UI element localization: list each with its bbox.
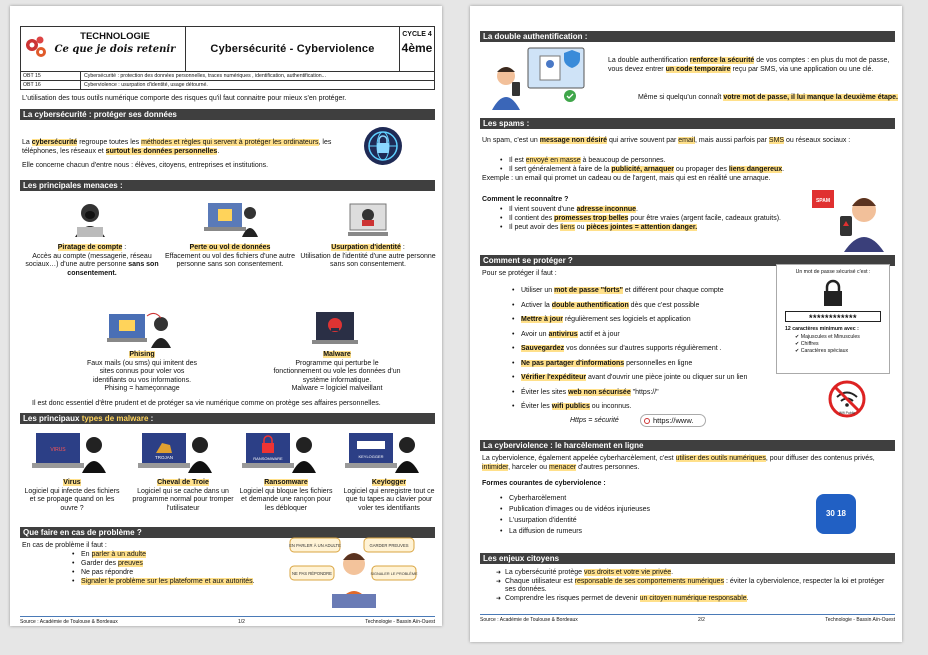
cyberviolence-definition: La cyberviolence, également appelée cyberharcèlement, c'est utiliser des outils numériques, pour diffuser des contenus privés, intimider, harceler ou menacer d'autres personnes. xyxy=(482,455,875,471)
objective-row xyxy=(20,72,435,81)
objective-code: OBT 15 xyxy=(21,72,81,80)
list-item: • La diffusion de rumeurs xyxy=(500,526,760,537)
list-item: • Sauvegardez vos données sur d'autres supports régulièrement . xyxy=(512,342,782,357)
list-item: • Il vient souvent d'une adresse inconnue. xyxy=(500,205,840,214)
cyberviolence-forms-title: Formes courantes de cyberviolence : xyxy=(482,480,606,487)
intro-text: L'utilisation des tous outils numérique comporte des risques qu'il faut connaitre pour mieux s'en protéger. xyxy=(22,95,347,102)
problem-steps xyxy=(72,550,292,586)
screen-label-virus: VIRUS xyxy=(50,447,66,453)
screen-label-keylogger: KEYLOGGER xyxy=(358,454,384,459)
list-item: ➜ Comprendre les risques permet de devenir un citoyen numérique responsable. xyxy=(496,595,894,604)
screen-label-ransomware: RANSOMWARE xyxy=(253,456,283,461)
two-factor-benefit: Même si quelqu'un connaît votre mot de passe, il lui manque la deuxième étape. xyxy=(637,94,898,101)
sheet-title: Cybersécurité - Cyberviolence xyxy=(185,27,400,71)
password-rules-box xyxy=(776,264,890,374)
cybersecurity-definition: La cybersécurité regroupe toutes les méthodes et règles qui servent à protéger les ordinateurs, les téléphones, les réseaux et surtout les données personnelles. xyxy=(22,139,332,155)
screen-label-trojan: TROJAN xyxy=(155,455,173,460)
concern-text: Elle concerne chacun d'entre nous : élèves, citoyens, entreprises et institutions. xyxy=(22,162,269,169)
keylogger-laptop-illustration xyxy=(345,429,425,473)
malware-keylogger: Keylogger Logiciel qui enregistre tout ce que tu tapes au clavier pour voler tes identifiants xyxy=(343,479,435,512)
page-footer xyxy=(20,616,435,625)
list-item: • Ne pas répondre xyxy=(72,568,292,577)
malware-ransomware: Ransomware Logiciel qui bloque les fichiers et demande une rançon pour les débloquer xyxy=(239,479,333,512)
bubble-do-not-reply: NE PAS RÉPONDRE xyxy=(292,571,332,576)
list-item: • Vérifier l'expéditeur avant d'ouvrir une pièce jointe ou cliquer sur un lien xyxy=(512,371,782,386)
subject-label: TECHNOLOGIE xyxy=(80,31,150,42)
list-item: • Éviter les sites web non sécurisée "https://" xyxy=(512,386,782,401)
page-footer xyxy=(480,614,895,623)
footer-source: Source : Académie de Toulouse & Bordeaux xyxy=(20,619,118,625)
worried-spam-illustration xyxy=(810,186,892,252)
malware-virus: Virus Logiciel qui infecte des fichiers et se propage quand on les ouvre ? xyxy=(24,479,120,512)
footer-source: Source : Académie de Toulouse & Bordeaux xyxy=(480,617,578,623)
grade-label: 4ème xyxy=(401,41,433,55)
bubble-keep-evidence: GARDER PREUVES xyxy=(369,543,409,548)
two-factor-definition: La double authentification renforce la sécurité de vos comptes : en plus du mot de passe, vous devez entrer un code temporaire reçu par SMS, via une application ou une clé. xyxy=(608,57,890,73)
rule-special-chars: ✔ Caractères spéciaux xyxy=(795,348,849,354)
footer-page-number: 1/2 xyxy=(238,619,245,625)
spam-traits xyxy=(500,156,880,174)
list-item: • Signaler le problème sur les plateforme et aux autorités. xyxy=(72,577,292,586)
sheet-header xyxy=(20,26,435,72)
padlock-icon xyxy=(777,279,889,309)
list-item: • Garder des preuves xyxy=(72,559,292,568)
page-1 xyxy=(10,6,442,626)
section-heading: Comment se protéger ? xyxy=(480,255,895,266)
section-heading: Les principales menaces : xyxy=(20,180,435,191)
section-heading: La double authentification : xyxy=(480,31,895,42)
list-item: • Il sert généralement à faire de la publicité, arnaquer ou propager des liens dangereux. xyxy=(500,165,880,174)
threat-identity-theft: Usurpation d'identité : Utilisation de l'identité d'une autre personne sans son consentement. xyxy=(300,244,436,268)
no-public-wifi-icon xyxy=(827,379,867,419)
footer-right: Technologie - Bassin Aïn-Ouest xyxy=(825,617,895,623)
spam-example: Exemple : un email qui promet un cadeau ou de l'argent, mais qui est en réalité une arnaque. xyxy=(482,175,771,182)
https-security-label: Https = sécurité xyxy=(570,417,619,424)
list-item: • En parler à un adulte xyxy=(72,550,292,559)
list-item: • Mettre à jour régulièrement ses logiciels et application xyxy=(512,313,782,328)
virus-laptop-illustration xyxy=(32,429,112,473)
spam-recognition xyxy=(500,205,840,232)
record-icon xyxy=(644,418,650,424)
list-item: • L'usurpation d'identité xyxy=(500,515,760,526)
helpline-3018-badge: 30 18 xyxy=(816,494,856,534)
list-item: ➜ Chaque utilisateur est responsable de ses comportements numériques : éviter la cyberviolence, respecter la loi et protéger ses données. xyxy=(496,578,894,595)
password-box-title: Un mot de passe sécurisé c'est : xyxy=(795,269,871,275)
password-min-length: 12 caractères minimum avec : xyxy=(785,326,859,332)
list-item: • Avoir un antivirus actif et à jour xyxy=(512,328,782,343)
objective-text: Cybersécurité : protection des données personnelles, traces numériques , identification, authentification... xyxy=(84,73,326,79)
footer-page-number: 2/2 xyxy=(698,617,705,623)
list-item: • Il contient des promesses trop belles pour être vraies (argent facile, cadeaux gratuits). xyxy=(500,214,840,223)
list-item: • Il peut avoir des liens ou pièces jointes = attention danger. xyxy=(500,223,840,232)
list-item: • Activer la double authentification dès que c'est possible xyxy=(512,299,782,314)
list-item: • Utiliser un mot de passe "forts" et différent pour chaque compte xyxy=(512,284,782,299)
trojan-laptop-illustration xyxy=(138,429,218,473)
section-heading: Les enjeux citoyens xyxy=(480,553,895,564)
page-2 xyxy=(470,6,902,642)
secure-globe-icon xyxy=(358,124,408,168)
malware-illustration xyxy=(312,310,358,350)
data-theft-illustration xyxy=(202,199,262,241)
malware-trojan: Cheval de Troie Logiciel qui se cache dans un programme normal pour tromper l'utilisateur xyxy=(132,479,234,512)
protection-measures xyxy=(512,284,782,415)
rule-digits: ✔ Chiffres xyxy=(795,341,819,347)
bubble-talk-adult: EN PARLER À UN ADULTE xyxy=(289,543,341,548)
problem-lead: En cas de problème il faut : xyxy=(22,542,107,549)
tagline: Ce que je dois retenir xyxy=(54,44,176,55)
section-heading: Que faire en cas de problème ? xyxy=(20,527,435,538)
list-item: ➜ La cybersécurité protège vos droits et votre vie privée. xyxy=(496,569,894,578)
threat-hacking: Piratage de compte : Accès au compte (messagerie, réseau sociaux…) d'une autre personne sans son consentement. xyxy=(25,244,159,277)
list-item: • Ne pas partager d'informations personnelles en ligne xyxy=(512,357,782,372)
section-heading: Les principaux types de malware : xyxy=(20,413,435,424)
list-item: • Éviter les wifi publics ou inconnus. xyxy=(512,400,782,415)
bubble-report: SIGNALER LE PROBLÈME xyxy=(370,572,418,576)
objective-code: OBT 16 xyxy=(21,81,81,89)
spam-recognize-question: Comment le reconnaître ? xyxy=(482,196,569,203)
cycle-label: CYCLE 4 xyxy=(402,31,432,38)
https-address-bar xyxy=(640,414,706,427)
identity-theft-illustration xyxy=(348,202,388,242)
section-heading: La cybersécurité : protéger ses données xyxy=(20,109,435,120)
cyberviolence-forms xyxy=(500,493,760,537)
phishing-illustration xyxy=(107,310,177,350)
spam-definition: Un spam, c'est un message non désiré qui arrive souvent par email, mais aussi parfois par SMS ou réseaux sociaux : xyxy=(482,137,851,144)
threat-data-loss: Perte ou vol de données Effacement ou vol des fichiers d'une autre personne sans son consentement. xyxy=(164,244,295,268)
threat-malware: Malware Programme qui perturbe le fonctionnement ou vole les données d'un système informatique. Malware = logiciel malveillant xyxy=(273,351,401,392)
section-heading: La cyberviolence : le harcèlement en ligne xyxy=(480,440,895,451)
https-url: https://www. xyxy=(653,416,694,425)
caution-note: Il est donc essentiel d'être prudent et de protéger sa vie numérique comme on protège ses affaires personnelles. xyxy=(32,400,381,407)
spam-screen-label: SPAM xyxy=(815,198,831,204)
gears-logo xyxy=(21,27,45,71)
two-factor-illustration xyxy=(488,46,598,112)
objective-row xyxy=(20,81,435,90)
list-item: • Cyberharcèlement xyxy=(500,493,760,504)
threat-phishing: Phising Faux mails (ou sms) qui imitent des sites connus pour voler vos identifiants ou vos informations. Phising = hameçonnage xyxy=(86,351,198,392)
ransomware-laptop-illustration xyxy=(242,429,322,473)
rule-mixed-case: ✔ Majuscules et Minuscules xyxy=(795,334,860,340)
section-heading: Les spams : xyxy=(480,118,895,129)
protect-lead: Pour se protéger il faut : xyxy=(482,270,557,277)
footer-right: Technologie - Bassin Aïn-Ouest xyxy=(365,619,435,625)
list-item: • Il est envoyé en masse à beaucoup de personnes. xyxy=(500,156,880,165)
objective-text: Cyberviolence : usurpation d'identité, usage détourné. xyxy=(84,82,208,88)
hacker-laptop-illustration xyxy=(65,199,115,239)
wifi-public-label: Wifi Public xyxy=(838,411,856,415)
child-with-laptop-illustration xyxy=(288,536,418,614)
password-stars: ************ xyxy=(785,311,881,322)
citizen-stakes xyxy=(496,569,894,603)
list-item: • Publication d'images ou de vidéos injurieuses xyxy=(500,504,760,515)
